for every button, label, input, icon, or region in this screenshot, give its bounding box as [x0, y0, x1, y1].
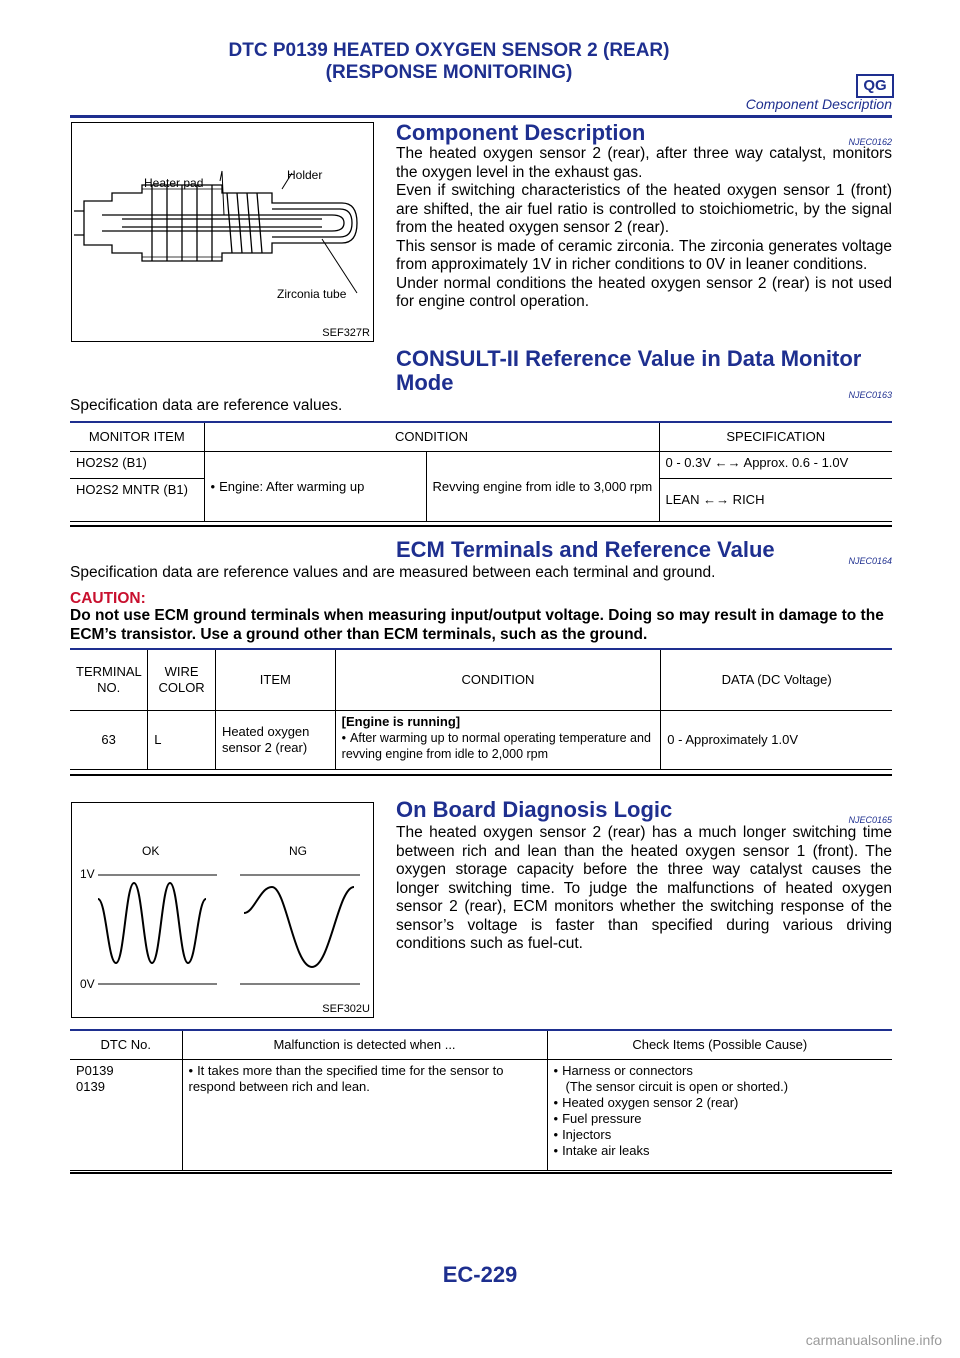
page-number: EC-229 — [442, 1262, 518, 1287]
caution-label: CAUTION: — [70, 590, 146, 607]
ecm-heading: ECM Terminals and Reference Value — [396, 537, 775, 562]
column-header: MONITOR ITEM — [70, 423, 204, 452]
monitor-item-cell: HO2S2 (B1) — [70, 452, 204, 479]
page-title-line2: (RESPONSE MONITORING) — [325, 62, 573, 83]
dtc-no-cell: P0139 0139 — [70, 1060, 182, 1171]
ecm-terminal-table — [70, 650, 892, 770]
dtc-table — [70, 1031, 892, 1171]
monitor-item-cell: HO2S2 MNTR (B1) — [70, 479, 204, 522]
obd-text: The heated oxygen sensor 2 (rear) has a much longer switching time between rich and lean than the heated oxygen sensor 1 (front). The oxygen storage capacity before the three way catalyst causes the longer switching time. To judge the malfunctions of heated oxygen sensor 2 (rear), ECM monitors whether the switching response of the sensor’s voltage is faster than specified during various driving conditions such as fuel-cut. — [396, 824, 892, 952]
column-header: Check Items (Possible Cause) — [547, 1031, 892, 1060]
column-header: WIRE COLOR — [148, 650, 216, 711]
component-description-text — [396, 145, 892, 312]
waveform-drawing — [72, 803, 373, 1017]
watermark: carmanualsonline.info — [805, 1332, 942, 1348]
figure-code: SEF327R — [322, 327, 370, 339]
section-badge: QG — [856, 74, 894, 98]
sensor-drawing — [72, 123, 373, 341]
item-cell: Heated oxygen sensor 2 (rear) — [215, 711, 335, 770]
consult-heading-line1: CONSULT-II Reference Value in Data Monitor — [396, 346, 862, 371]
consult-heading — [396, 347, 861, 395]
consult-note: Specification data are reference values. — [70, 397, 343, 414]
table-row — [70, 1060, 892, 1171]
0v-label: 0V — [80, 977, 95, 991]
condition-cell: • Engine: After warming up — [204, 452, 426, 522]
table-row — [70, 711, 892, 770]
section-code: NJEC0165 — [848, 815, 892, 825]
header-rule — [70, 115, 892, 118]
column-header: TERMINAL NO. — [70, 650, 148, 711]
ecm-note: Specification data are reference values and are measured between each terminal and ground. — [70, 564, 716, 581]
waveform-figure — [71, 802, 374, 1018]
malfunction-cell: • It takes more than the specified time for the sensor to respond between rich and lean. — [182, 1060, 547, 1171]
table-rule — [70, 774, 892, 776]
column-header: CONDITION — [204, 423, 659, 452]
paragraph: This sensor is made of ceramic zirconia. The zirconia generates voltage from approximately 1V in richer conditions to 0V in leaner conditions. — [396, 237, 892, 273]
ng-label: NG — [289, 844, 307, 858]
holder-label: Holder — [287, 168, 323, 182]
column-header: CONDITION — [335, 650, 661, 711]
column-header: Malfunction is detected when ... — [182, 1031, 547, 1060]
zirconia-tube-label: Zirconia tube — [277, 287, 347, 301]
section-code: NJEC0164 — [848, 556, 892, 566]
column-header: SPECIFICATION — [659, 423, 892, 452]
page-title — [0, 40, 800, 84]
caution-text: Do not use ECM ground terminals when measuring input/output voltage. Doing so may result in damage to the ECM’s transistor. Use a ground other than ECM terminals, such as the ground. — [70, 607, 884, 643]
column-header: DTC No. — [70, 1031, 182, 1060]
table-header-row — [70, 1031, 892, 1060]
page-title-line1: DTC P0139 HEATED OXYGEN SENSOR 2 (REAR) — [228, 40, 670, 61]
data-cell: 0 - Approximately 1.0V — [661, 711, 892, 770]
paragraph: The heated oxygen sensor 2 (rear), after three way catalyst, monitors the oxygen level in the exhaust gas. — [396, 145, 892, 181]
ok-label: OK — [142, 844, 160, 858]
component-description-heading: Component Description — [396, 120, 646, 145]
terminal-cell: 63 — [70, 711, 148, 770]
paragraph: Even if switching characteristics of the heated oxygen sensor 1 (front) are shifted, the air fuel ratio is controlled to stoichiometric, by the signal from the heated oxygen sensor 2 (rear). — [396, 182, 892, 236]
obd-heading: On Board Diagnosis Logic — [396, 797, 673, 822]
table-header-row — [70, 423, 892, 452]
section-code: NJEC0163 — [848, 390, 892, 400]
table-rule — [70, 1172, 892, 1174]
table-header-row — [70, 650, 892, 711]
table-row — [70, 452, 892, 479]
check-items-cell: • Harness or connectors (The sensor circuit is open or shorted.) • Heated oxygen sensor 2 (rear) • Fuel pressure • Injectors • Intake air leaks — [547, 1060, 892, 1171]
section-code: NJEC0162 — [848, 137, 892, 147]
heater-pad-label: Heater pad — [144, 176, 204, 190]
column-header: DATA (DC Voltage) — [661, 650, 892, 711]
1v-label: 1V — [80, 867, 95, 881]
condition-cell: Revving engine from idle to 3,000 rpm — [426, 452, 659, 522]
specification-cell: LEAN ←→ RICH — [659, 479, 892, 522]
wire-color-cell: L — [148, 711, 216, 770]
page-subtitle: Component Description — [745, 96, 892, 112]
consult-table — [70, 423, 892, 522]
paragraph: Under normal conditions the heated oxygen sensor 2 (rear) is not used for engine control operation. — [396, 274, 892, 310]
table-rule — [70, 525, 892, 527]
sensor-cross-section-figure — [71, 122, 374, 342]
consult-heading-line2: Mode — [396, 370, 454, 395]
column-header: ITEM — [215, 650, 335, 711]
specification-cell: 0 - 0.3V ←→ Approx. 0.6 - 1.0V — [659, 452, 892, 479]
figure-code: SEF302U — [322, 1003, 370, 1015]
condition-cell: [Engine is running] • After warming up to normal operating temperature and revving engine from idle to 2,000 rpm — [335, 711, 661, 770]
